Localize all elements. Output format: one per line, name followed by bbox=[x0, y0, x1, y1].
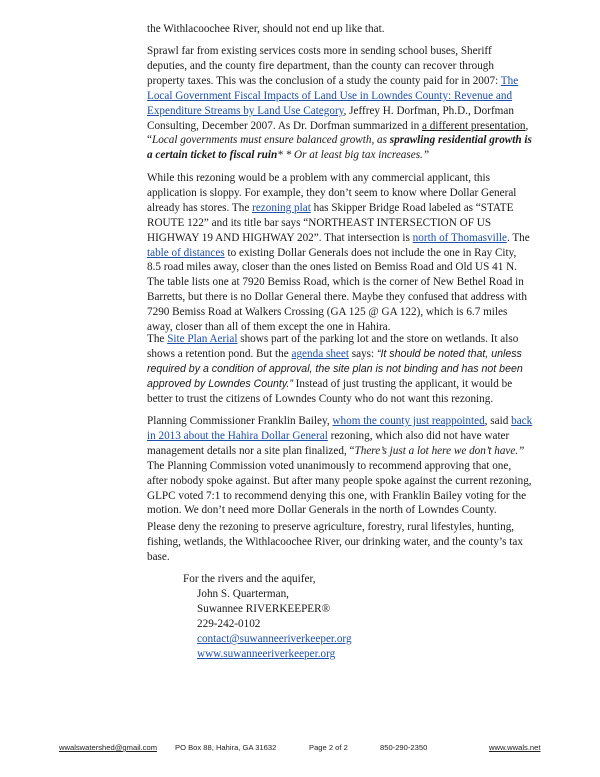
text-run: The Planning Commission voted unanimously to recommend approving that one, after nobody spoke against. But after many people spoke against the current rezoning, GLPC voted 7:1 to recommend denying this one, with Franklin Bailey voting for the motion. We don’t need more Dollar Generals in the north of Lowndes County. bbox=[147, 459, 532, 517]
signature-website-link[interactable]: www.suwanneeriverkeeper.org bbox=[197, 648, 336, 660]
text-run: rezoning, which also did not have water management details nor a site plan finalized, “ bbox=[147, 429, 510, 457]
text-run: has Skipper Bridge Road labeled as “STATE ROUTE 122” and its title bar says “NORTHEAST INTERSECTION OF US HIGHWAY 19 AND HIGHWAY 202”. That intersection is bbox=[147, 201, 514, 244]
signature-email-link[interactable]: contact@suwanneeriverkeeper.org bbox=[197, 633, 352, 645]
italic-quote-end: * * Or at least big tax increases.” bbox=[277, 149, 430, 162]
signature-title: Suwannee RIVERKEEPER® bbox=[197, 603, 331, 615]
signature-phone: 229-242-0102 bbox=[197, 618, 261, 630]
footer-page-number: Page 2 of 2 bbox=[309, 743, 348, 752]
paragraph-text: the Withlacoochee River, should not end up like that. bbox=[147, 23, 385, 35]
text-run: The bbox=[147, 333, 168, 345]
footer-phone: 850-290-2350 bbox=[380, 743, 428, 752]
agenda-quote: “It should be noted that, unless required by a condition of approval, the site plan is not binding and has not been approved by Lowndes County.” bbox=[147, 347, 523, 390]
link-county-reappointed[interactable]: whom the county just reappointed bbox=[332, 415, 485, 427]
footer-website-link[interactable]: www.wwals.net bbox=[489, 743, 541, 752]
link-rezoning-plat[interactable]: rezoning plat bbox=[252, 201, 311, 214]
signature-closing: For the rivers and the aquifer, bbox=[183, 573, 316, 585]
paragraph-please-deny bbox=[147, 520, 533, 565]
text-run: says: bbox=[348, 347, 377, 360]
text-run: to existing Dollar Generals does not include the one in Ray City, 8.5 road miles away, closer than the ones listed on Bemiss Road and Old US 41 N. The table lists one at 7920 Bemiss Road, which is the corner of New Bethel Road in Barretts, but there is no Dollar General there. Maybe they confused that address with 7290 Bemiss Road at Walkers Crossing (GA 125 @ GA 122), which is 6.7 miles away, closer than all of them except the one in Hahira. bbox=[147, 246, 527, 334]
text-run: , Jeffrey H. Dorfman, Ph.D., Dorfman Consulting, December 2007. As Dr. Dorfman summarized in bbox=[147, 104, 514, 132]
text-run: . The bbox=[506, 231, 530, 244]
text-run: Instead of just trusting the applicant, it would be better to trust the citizens of Lowndes County who do not want this rezoning. bbox=[147, 377, 513, 405]
paragraph-text: Please deny the rezoning to preserve agriculture, forestry, rural lifestyles, hunting, fishing, wetlands, the Withlacoochee River, our drinking water, and the county’s tax base. bbox=[147, 521, 523, 563]
signature-name: John S. Quarterman, bbox=[197, 588, 289, 600]
paragraph-site-plan bbox=[147, 332, 533, 407]
link-agenda-sheet[interactable]: agenda sheet bbox=[291, 347, 349, 360]
footer-address: PO Box 88, Hahira, GA 31632 bbox=[175, 743, 277, 752]
link-hahira-dollar-general[interactable]: back in 2013 about the Hahira Dollar General bbox=[147, 415, 533, 442]
text-run: Sprawl far from existing services costs more in sending school buses, Sheriff deputies, and the county fire department, than the county can recover through property taxes. This was the conclusion of a study the county paid for in 2007: bbox=[147, 45, 501, 87]
bold-italic-quote: sprawling residential growth is a certain ticket to fiscal ruin bbox=[147, 134, 532, 162]
text-run: , “ bbox=[147, 119, 529, 147]
link-fiscal-impacts-study[interactable]: The Local Government Fiscal Impacts of Land Use in Lowndes County: Revenue and Expenditure Streams by Land Use Category bbox=[147, 74, 519, 117]
text-run: , said bbox=[484, 415, 512, 427]
link-north-of-thomasville[interactable]: north of Thomasville bbox=[412, 231, 507, 244]
link-site-plan-aerial[interactable]: Site Plan Aerial bbox=[167, 333, 238, 345]
link-different-presentation[interactable]: a different presentation bbox=[421, 119, 526, 132]
paragraph-sloppy-application bbox=[147, 171, 533, 335]
footer-email-link[interactable]: wwalswatershed@gmail.com bbox=[59, 743, 158, 752]
paragraph-sprawl bbox=[147, 44, 533, 163]
italic-quote: Local governments must ensure balanced growth, as bbox=[151, 134, 390, 147]
text-run: While this rezoning would be a problem with any commercial applicant, this application is sloppy. For example, they don’t seem to know where Dollar General already has stores. The bbox=[147, 172, 517, 214]
paragraph-franklin-bailey bbox=[147, 414, 533, 518]
text-run: Planning Commissioner Franklin Bailey, bbox=[147, 415, 333, 427]
text-run: shows part of the parking lot and the store on wetlands. It also shows a retention pond. But the bbox=[147, 333, 519, 360]
link-table-of-distances[interactable]: table of distances bbox=[147, 246, 225, 259]
italic-quote: There’s just a lot here we don’t have.” bbox=[354, 444, 525, 457]
paragraph-river-end bbox=[147, 22, 533, 37]
